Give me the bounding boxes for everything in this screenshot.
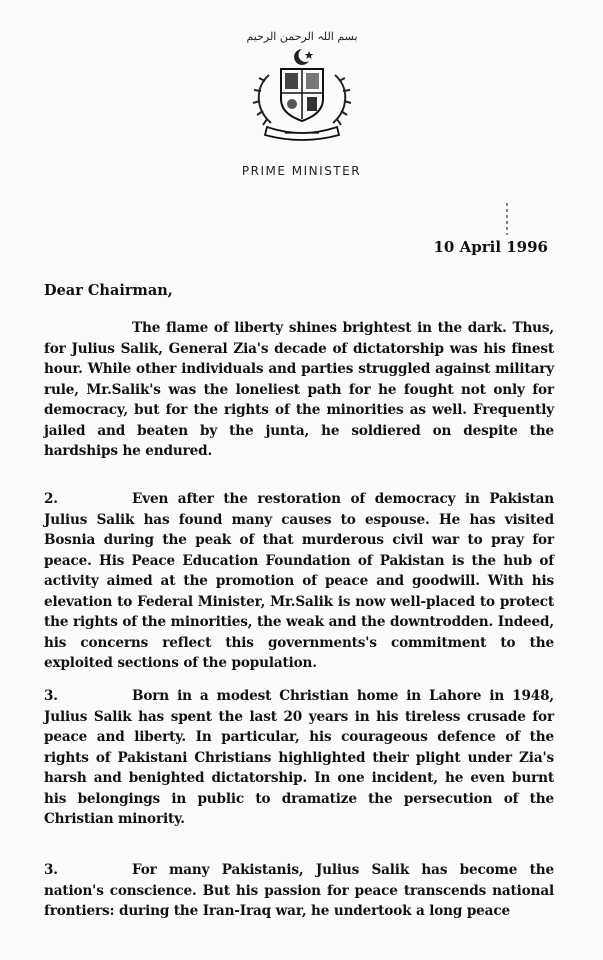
margin-mark (505, 203, 509, 235)
state-emblem-icon (247, 47, 357, 142)
bismillah-calligraphy: بسم اللہ الرحمن الرحیم (246, 30, 358, 43)
paragraph-text: Even after the restoration of democracy in Pakistan Julius Salik has found many causes to espouse. He has visited Bosnia during the peak of that murderous civil war to pray for peace. His Peace Education Foundation of Pakistan is the hub of activity aimed at the promotion of peace and goodwill. With his elevation to Federal Minister, Mr.Salik is now well-placed to protect the rights of the minorities, the weak and the downtrodden. Indeed, his concerns reflect this governments's commitment to the exploited sections of the population. (44, 491, 554, 671)
paragraph-number: 2. (44, 491, 58, 507)
paragraph-4 (44, 860, 554, 922)
salutation: Dear Chairman, (44, 282, 173, 299)
paragraph-3 (44, 686, 554, 830)
paragraph-number: 3. (44, 688, 58, 704)
paragraph-2 (44, 489, 554, 674)
paragraph-number: 3. (44, 862, 58, 878)
paragraph-text: Born in a modest Christian home in Lahore in 1948, Julius Salik has spent the last 20 years in his tireless crusade for peace and liberty. In particular, his courageous defence of the rights of Pakistani Christians highlighted their plight under Zia's harsh and benighted dictatorship. In one incident, he even burnt his belongings in public to dramatize the persecution of the Christian minority. (44, 688, 554, 827)
paragraph-text: For many Pakistanis, Julius Salik has become the nation's conscience. But his passion for peace transcends national frontiers: during the Iran-Iraq war, he undertook a long peace (44, 862, 554, 919)
letter-date: 10 April 1996 (433, 238, 548, 256)
paragraph-text: The flame of liberty shines brightest in the dark. Thus, for Julius Salik, General Zia's decade of dictatorship was his finest hour. While other individuals and parties struggled against military rule, Mr.Salik's was the loneliest path for he fought not only for democracy, but for the rights of the minorities as well. Frequently jailed and beaten by the junta, he soldiered on despite the hardships he endured. (44, 320, 554, 459)
office-title: PRIME MINISTER (241, 164, 362, 178)
paragraph-1 (44, 318, 554, 462)
